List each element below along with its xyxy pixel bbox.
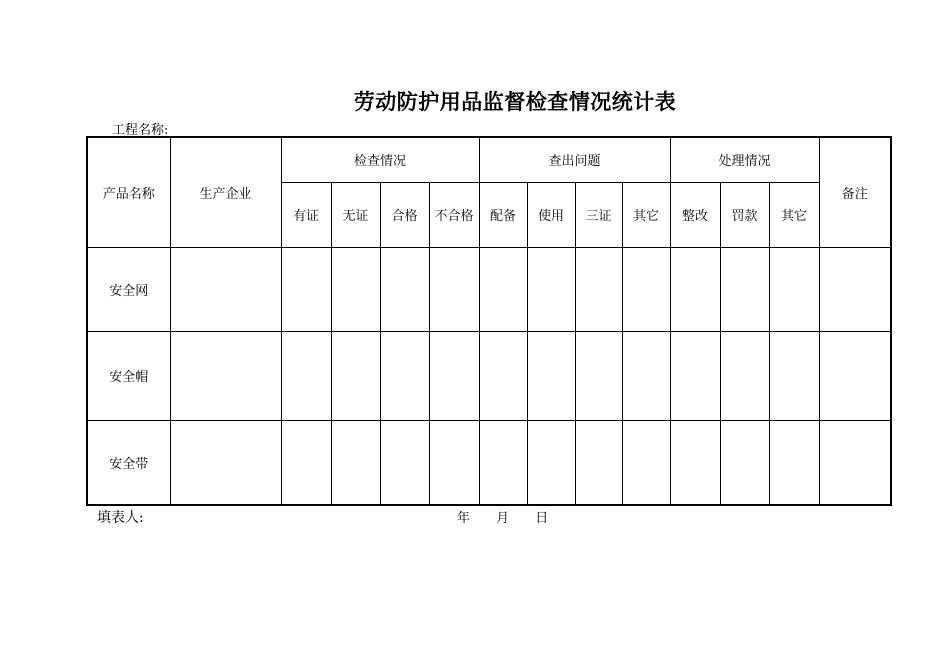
- table-cell: [429, 247, 479, 331]
- table-cell: [170, 331, 281, 420]
- date-label: 年 月 日: [457, 511, 549, 526]
- header-uncertified: 无证: [331, 182, 380, 247]
- table-cell: [281, 420, 331, 505]
- table-row: [87, 420, 891, 505]
- header-handling-group: 处理情况: [670, 137, 819, 182]
- table-cell: [622, 247, 670, 331]
- table-cell: [769, 420, 819, 505]
- table-cell: [527, 331, 575, 420]
- header-product: 产品名称: [87, 137, 170, 247]
- table-row: [87, 247, 891, 331]
- table-cell: [479, 331, 527, 420]
- table-cell: [331, 420, 380, 505]
- table-cell: [819, 420, 891, 505]
- table-cell: [170, 247, 281, 331]
- header-problems-group: 查出问题: [479, 137, 670, 182]
- table-cell: [720, 420, 769, 505]
- header-handling-other: 其它: [769, 182, 819, 247]
- header-rectify: 整改: [670, 182, 720, 247]
- header-remarks: 备注: [819, 137, 891, 247]
- header-usage: 使用: [527, 182, 575, 247]
- table-cell: [575, 247, 622, 331]
- table-cell: [575, 331, 622, 420]
- header-qualified: 合格: [380, 182, 429, 247]
- table-cell: [527, 420, 575, 505]
- project-name-label: 工程名称:: [112, 123, 169, 138]
- table-cell: [670, 331, 720, 420]
- product-name-cell: 安全带: [87, 420, 170, 505]
- table-cell: [380, 331, 429, 420]
- header-three-certs: 三证: [575, 182, 622, 247]
- table-cell: [527, 247, 575, 331]
- header-certified: 有证: [281, 182, 331, 247]
- table-cell: [769, 331, 819, 420]
- inspection-table: [86, 136, 892, 506]
- table-cell: [429, 420, 479, 505]
- table-cell: [331, 247, 380, 331]
- header-inspection-group: 检查情况: [281, 137, 479, 182]
- table-row: [87, 331, 891, 420]
- table-cell: [380, 420, 429, 505]
- table-cell: [769, 247, 819, 331]
- table-cell: [622, 331, 670, 420]
- page-title: 劳动防护用品监督检查情况统计表: [353, 90, 677, 114]
- table-cell: [575, 420, 622, 505]
- table-cell: [670, 420, 720, 505]
- filler-label: 填表人:: [97, 510, 144, 526]
- table-cell: [720, 247, 769, 331]
- header-unqualified: 不合格: [429, 182, 479, 247]
- header-manufacturer: 生产企业: [170, 137, 281, 247]
- table-cell: [479, 247, 527, 331]
- table-cell: [819, 331, 891, 420]
- table-cell: [331, 331, 380, 420]
- table-cell: [819, 247, 891, 331]
- table-cell: [720, 331, 769, 420]
- table-cell: [281, 331, 331, 420]
- header-problem-other: 其它: [622, 182, 670, 247]
- header-fine: 罚款: [720, 182, 769, 247]
- table-cell: [670, 247, 720, 331]
- product-name-cell: 安全网: [87, 247, 170, 331]
- table-cell: [170, 420, 281, 505]
- table-cell: [380, 247, 429, 331]
- table-cell: [479, 420, 527, 505]
- header-row-1: [87, 137, 891, 182]
- table-cell: [281, 247, 331, 331]
- table-cell: [429, 331, 479, 420]
- product-name-cell: 安全帽: [87, 331, 170, 420]
- table-cell: [622, 420, 670, 505]
- header-equipped: 配备: [479, 182, 527, 247]
